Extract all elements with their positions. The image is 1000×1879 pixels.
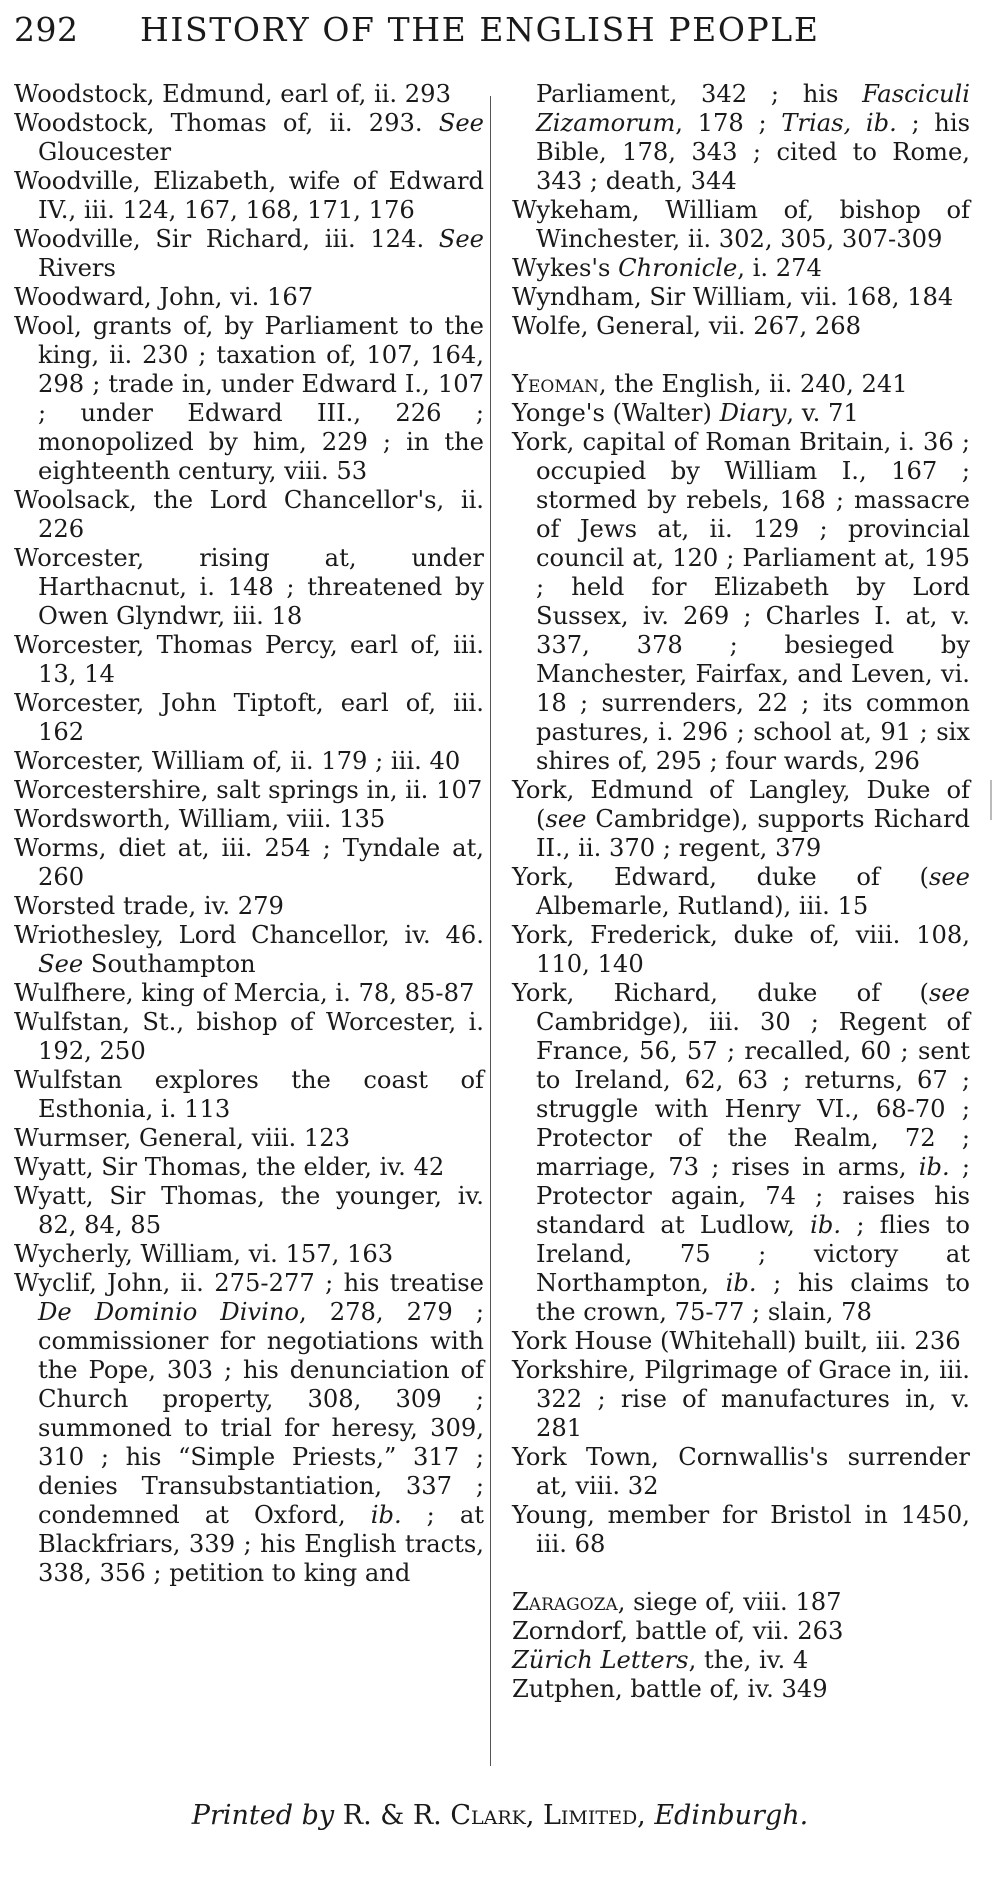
- index-entry: Woodville, Sir Richard, iii. 124. See Rivers: [14, 225, 484, 282]
- index-entry: York House (Whitehall) built, iii. 236: [512, 1327, 961, 1355]
- imprint-place: Edinburgh.: [654, 1800, 809, 1831]
- index-entry: Worcester, John Tiptoft, earl of, iii. 162: [14, 689, 484, 746]
- index-entry: Woodward, John, vi. 167: [14, 283, 314, 311]
- index-column-left: [14, 80, 484, 1588]
- index-entry: Wyndham, Sir William, vii. 168, 184: [512, 283, 954, 311]
- index-entry: Yorkshire, Pilgrimage of Grace in, iii. 322 ; rise of manufactures in, v. 281: [512, 1356, 970, 1442]
- column-divider: [490, 96, 491, 1766]
- index-entry: Zürich Letters, the, iv. 4: [512, 1646, 809, 1674]
- index-entry: York, capital of Roman Britain, i. 36 ; occupied by William I., 167 ; stormed by rebels, 168 ; massacre of Jews at, ii. 129 ; provincial council at, 120 ; Parliament at, 195 ; held for Elizabeth by Lord Sussex, iv. 269 ; Charles I. at, v. 337, 378 ; besieged by Manchester, Fairfax, and Leven, vi. 18 ; surrenders, 22 ; its common pastures, i. 296 ; school at, 91 ; six shires of, 295 ; four wards, 296: [512, 428, 970, 775]
- index-entry: Worcester, Thomas Percy, earl of, iii. 13, 14: [14, 631, 484, 688]
- index-entry: Wyatt, Sir Thomas, the elder, iv. 42: [14, 1153, 445, 1181]
- index-entry: Young, member for Bristol in 1450, iii. 68: [512, 1501, 970, 1558]
- index-entry: Worcester, William of, ii. 179 ; iii. 40: [14, 747, 461, 775]
- index-entry: Yonge's (Walter) Diary, v. 71: [512, 399, 859, 427]
- index-entry: Wolfe, General, vii. 267, 268: [512, 312, 862, 340]
- index-entry: York, Richard, duke of (see Cambridge), iii. 30 ; Regent of France, 56, 57 ; recalled, 60 ; sent to Ireland, 62, 63 ; returns, 67 ; struggle with Henry VI., 68-70 ; Protector of the Realm, 72 ; marriage, 73 ; rises in arms, ib. ; Protector again, 74 ; raises his standard at Ludlow, ib. ; flies to Ireland, 75 ; victory at Northampton, ib. ; his claims to the crown, 75-77 ; slain, 78: [512, 979, 970, 1326]
- index-entry: Wulfstan, St., bishop of Worcester, i. 192, 250: [14, 1008, 484, 1065]
- index-entry: Yeoman, the English, ii. 240, 241: [512, 370, 908, 398]
- index-entry: Worms, diet at, iii. 254 ; Tyndale at, 260: [14, 834, 484, 891]
- index-entry: Wykeham, William of, bishop of Winchester, ii. 302, 305, 307-309: [512, 196, 970, 253]
- printer-imprint: Printed by R. & R. Clark, Limited, Edinburgh.: [191, 1800, 809, 1831]
- index-entry: Wordsworth, William, viii. 135: [14, 805, 386, 833]
- index-entry: Wool, grants of, by Parliament to the king, ii. 230 ; taxation of, 107, 164, 298 ; trade in, under Edward I., 107 ; under Edward III., 226 ; monopolized by him, 229 ; in the eighteenth century, viii. 53: [14, 312, 484, 485]
- index-entry: York, Edward, duke of (see Albemarle, Rutland), iii. 15: [512, 863, 970, 920]
- index-entry: Zorndorf, battle of, vii. 263: [512, 1617, 844, 1645]
- index-entry: Wulfhere, king of Mercia, i. 78, 85-87: [14, 979, 475, 1007]
- index-entry: Worsted trade, iv. 279: [14, 892, 284, 920]
- index-entry: Wurmser, General, viii. 123: [14, 1124, 351, 1152]
- index-entry: York Town, Cornwallis's surrender at, viii. 32: [512, 1443, 970, 1500]
- index-entry: Wyclif, John, ii. 275-277 ; his treatise De Dominio Divino, 278, 279 ; commissioner for negotiations with the Pope, 303 ; his denunciation of Church property, 308, 309 ; summoned to trial for heresy, 309, 310 ; his “Simple Priests,” 317 ; denies Transubstantiation, 337 ; condemned at Oxford, ib. ; at Blackfriars, 339 ; his English tracts, 338, 356 ; petition to king and: [14, 1269, 484, 1587]
- index-entry: Woodstock, Edmund, earl of, ii. 293: [14, 80, 451, 108]
- scan-edge-mark: [990, 780, 992, 820]
- index-entry: Woolsack, the Lord Chancellor's, ii. 226: [14, 486, 484, 543]
- index-entry: Zutphen, battle of, iv. 349: [512, 1675, 828, 1703]
- index-entry: Wykes's Chronicle, i. 274: [512, 254, 822, 282]
- index-entry: Wyatt, Sir Thomas, the younger, iv. 82, 84, 85: [14, 1182, 484, 1239]
- index-entry: Worcester, rising at, under Harthacnut, i. 148 ; threatened by Owen Glyndwr, iii. 18: [14, 544, 484, 630]
- index-column-right: [512, 80, 970, 1704]
- index-entry: York, Edmund of Langley, Duke of (see Cambridge), supports Richard II., ii. 370 ; regent, 379: [512, 776, 970, 862]
- running-head: HISTORY OF THE ENGLISH PEOPLE: [140, 10, 820, 49]
- index-entry: Wulfstan explores the coast of Esthonia, i. 113: [14, 1066, 484, 1123]
- imprint-printed-by: Printed by: [191, 1800, 335, 1831]
- index-entry: Woodville, Elizabeth, wife of Edward IV., iii. 124, 167, 168, 171, 176: [14, 167, 484, 224]
- index-entry: Wycherly, William, vi. 157, 163: [14, 1240, 394, 1268]
- imprint-printer: R. & R. Clark, Limited: [342, 1800, 638, 1831]
- index-entry: Zaragoza, siege of, viii. 187: [512, 1588, 842, 1616]
- index-entry: Wriothesley, Lord Chancellor, iv. 46. See Southampton: [14, 921, 484, 978]
- index-entry-continued: Parliament, 342 ; his Fasciculi Zizamorum, 178 ; Trias, ib. ; his Bible, 178, 343 ; cited to Rome, 343 ; death, 344: [536, 80, 970, 195]
- index-entry: Woodstock, Thomas of, ii. 293. See Gloucester: [14, 109, 484, 166]
- index-entry: York, Frederick, duke of, viii. 108, 110, 140: [512, 921, 970, 978]
- index-entry: Worcestershire, salt springs in, ii. 107: [14, 776, 483, 804]
- page-number: 292: [14, 10, 79, 49]
- page-header: [14, 10, 1000, 54]
